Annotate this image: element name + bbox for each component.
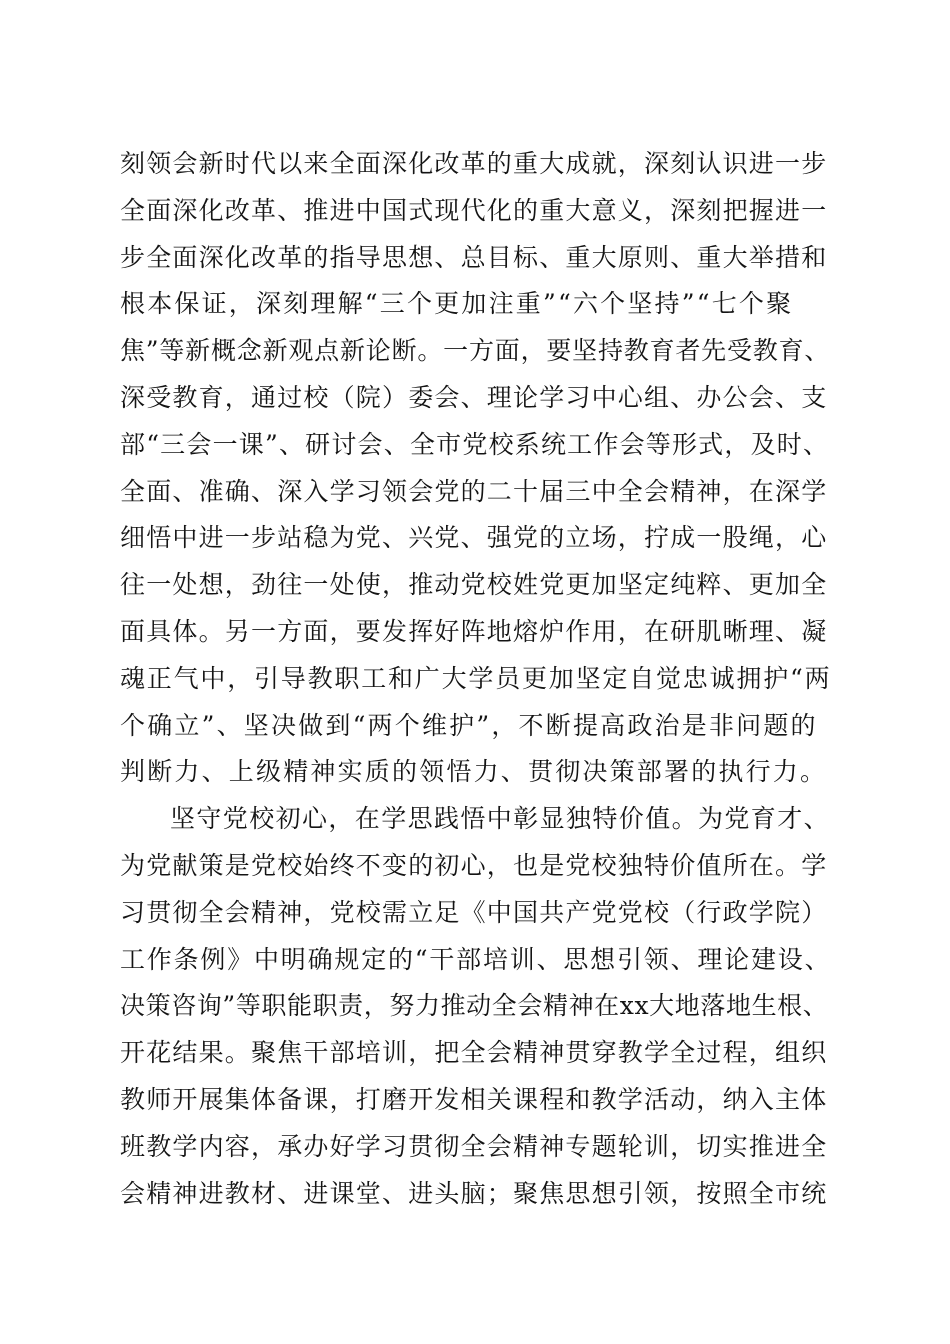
text-line: 工作条例》中明确规定的“干部培训、思想引领、理论建设、: [120, 944, 832, 974]
text-line: 班教学内容，承办好学习贯彻全会精神专题轮训，切实推进全: [120, 1131, 828, 1161]
text-line: 深受教育，通过校（院）委会、理论学习中心组、办公会、支: [120, 382, 828, 412]
text-line: 习贯彻全会精神，党校需立足《中国共产党党校（行政学院）: [120, 897, 828, 927]
text-line: 细悟中进一步站稳为党、兴党、强党的立场，拧成一股绳，心: [120, 523, 828, 553]
text-line: 根本保证，深刻理解“三个更加注重”“六个坚持”“七个聚: [120, 289, 794, 319]
body-text: [120, 141, 832, 1217]
paragraph-start-line: 坚守党校初心，在学思践悟中彰显独特价值。为党育才、: [170, 804, 831, 834]
text-line: 开花结果。聚焦干部培训，把全会精神贯穿教学全过程，组织: [120, 1038, 828, 1068]
text-line: 教师开展集体备课，打磨开发相关课程和教学活动，纳入主体: [120, 1084, 828, 1114]
text-line: 魂正气中，引导教职工和广大学员更加坚定自觉忠诚拥护“两: [120, 663, 832, 693]
text-line: 往一处想，劲往一处使，推动党校姓党更加坚定纯粹、更加全: [120, 570, 828, 600]
text-line: 全面深化改革、推进中国式现代化的重大意义，深刻把握进一: [120, 195, 828, 225]
text-line: 部“三会一课”、研讨会、全市党校系统工作会等形式，及时、: [120, 429, 830, 459]
text-line: 会精神进教材、进课堂、进头脑；聚焦思想引领，按照全市统: [120, 1178, 828, 1208]
text-line: 决策咨询”等职能职责，努力推动全会精神在xx大地落地生根、: [120, 991, 829, 1021]
text-line: 刻领会新时代以来全面深化改革的重大成就，深刻认识进一步: [120, 149, 828, 178]
text-line: 全面、准确、深入学习领会党的二十届三中全会精神，在深学: [120, 476, 828, 506]
text-line: 个确立”、坚决做到“两个维护”，不断提高政治是非问题的: [120, 710, 818, 740]
text-line: 步全面深化改革的指导思想、总目标、重大原则、重大举措和: [120, 242, 828, 272]
text-line: 判断力、上级精神实质的领悟力、贯彻决策部署的执行力。: [120, 757, 828, 787]
text-line: 焦”等新概念新观点新论断。一方面，要坚持教育者先受教育、: [120, 336, 831, 366]
text-line: 面具体。另一方面，要发挥好阵地熔炉作用，在研肌晰理、凝: [120, 616, 828, 646]
text-line: 为党献策是党校始终不变的初心，也是党校独特价值所在。学: [120, 850, 828, 880]
